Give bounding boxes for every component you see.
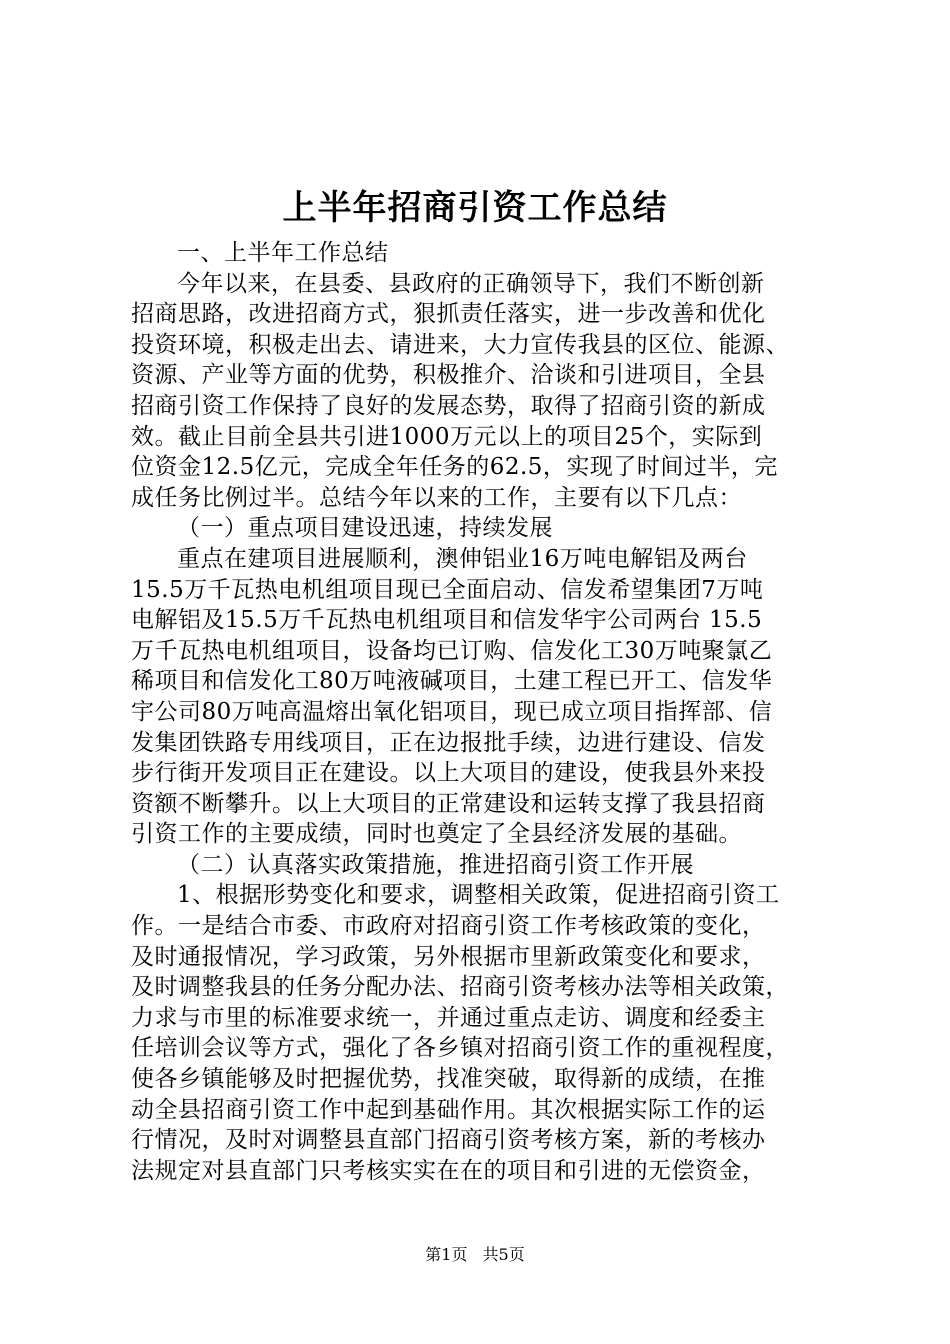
paragraph-line: 动全县招商引资工作中起到基础作用。其次根据实际工作的运 xyxy=(131,1096,766,1123)
paragraph-line: 电解铝及15.5万千瓦热电机组项目和信发华宇公司两台 15.5 xyxy=(131,607,763,634)
paragraph-line: 行情况，及时对调整县直部门招商引资考核方案，新的考核办 xyxy=(131,1127,766,1154)
paragraph-line: 步行街开发项目正在建设。以上大项目的建设，使我县外来投 xyxy=(131,760,766,787)
section-heading: 一、上半年工作总结 xyxy=(177,240,389,266)
page-footer xyxy=(0,1245,950,1265)
paragraph-line: 位资金12.5亿元，完成全年任务的62.5，实现了时间过半，完 xyxy=(131,454,778,481)
paragraph-line: 招商思路，改进招商方式，狠抓责任落实，进一步改善和优化 xyxy=(131,301,766,328)
paragraph-line: 发集团铁路专用线项目，正在边报批手续，边进行建设、信发 xyxy=(131,729,766,756)
paragraph-line: 效。截止目前全县共引进1000万元以上的项目25个，实际到 xyxy=(131,423,763,450)
paragraph-line: 今年以来，在县委、县政府的正确领导下，我们不断创新 xyxy=(177,270,765,297)
paragraph-line: 资额不断攀升。以上大项目的正常建设和运转支撑了我县招商 xyxy=(131,790,766,817)
paragraph-line: 稀项目和信发化工80万吨液碱项目，土建工程已开工、信发华 xyxy=(131,668,773,695)
subsection-heading: （二）认真落实政策措施，推进招商引资工作开展 xyxy=(177,851,694,878)
subsection-heading: （一）重点项目建设迅速，持续发展 xyxy=(177,515,553,542)
paragraph-line: 投资环境，积极走出去、请进来，大力宣传我县的区位、能源、 xyxy=(131,331,789,358)
page-number: 第1页 xyxy=(425,1245,468,1264)
paragraph-line: 法规定对县直部门只考核实实在在的项目和引进的无偿资金， xyxy=(131,1157,766,1184)
paragraph-line: 及时调整我县的任务分配办法、招商引资考核办法等相关政策， xyxy=(131,974,789,1001)
paragraph-line: 及时通报情况，学习政策，另外根据市里新政策变化和要求， xyxy=(131,943,766,970)
paragraph-line: 使各乡镇能够及时把握优势，找准突破，取得新的成绩，在推 xyxy=(131,1066,766,1093)
paragraph-line: 引资工作的主要成绩，同时也奠定了全县经济发展的基础。 xyxy=(131,821,742,848)
page-total: 共5页 xyxy=(482,1245,525,1264)
paragraph-line: 任培训会议等方式，强化了各乡镇对招商引资工作的重视程度， xyxy=(131,1035,789,1062)
paragraph-line: 招商引资工作保持了良好的发展态势，取得了招商引资的新成 xyxy=(131,392,766,419)
document-body xyxy=(131,238,831,1186)
document-title: 上半年招商引资工作总结 xyxy=(282,188,668,228)
paragraph-line: 宇公司80万吨高温熔出氧化铝项目，现已成立项目指挥部、信 xyxy=(131,698,773,725)
paragraph-line: 重点在建项目进展顺利，澳伸铝业16万吨电解铝及两台 xyxy=(177,545,748,572)
paragraph-line: 成任务比例过半。总结今年以来的工作，主要有以下几点： xyxy=(131,484,742,511)
paragraph-line: 力求与市里的标准要求统一，并通过重点走访、调度和经委主 xyxy=(131,1004,766,1031)
paragraph-line: 15.5万千瓦热电机组项目现已全面启动、信发希望集团7万吨 xyxy=(131,576,764,603)
paragraph-line: 1、根据形势变化和要求，调整相关政策，促进招商引资工 xyxy=(177,882,780,909)
paragraph-line: 万千瓦热电机组项目，设备均已订购、信发化工30万吨聚氯乙 xyxy=(131,637,773,664)
paragraph-line: 资源、产业等方面的优势，积极推介、洽谈和引进项目，全县 xyxy=(131,362,766,389)
paragraph-line: 作。一是结合市委、市政府对招商引资工作考核政策的变化， xyxy=(131,913,766,940)
